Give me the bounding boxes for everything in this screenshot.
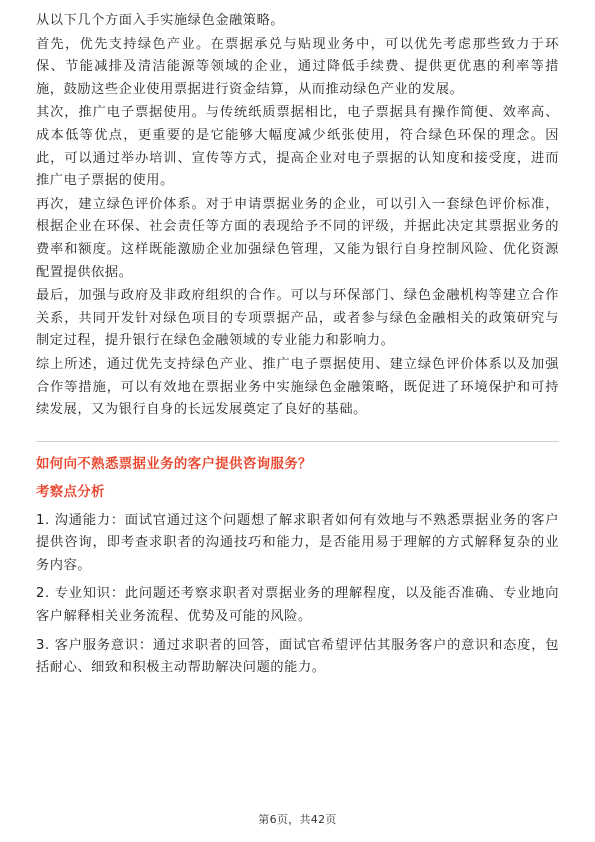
body-paragraph-first: 首先，优先支持绿色产业。在票据承兑与贴现业务中，可以优先考虑那些致力于环保、节能减排及清洁能源等领域的企业，通过降低手续费、提供更优惠的利率等措施，鼓励这些企业使用票据进行资金结算，从而推动绿色产业的发展。 bbox=[36, 36, 559, 97]
body-paragraph-third: 再次，建立绿色评价体系。对于申请票据业务的企业，可以引入一套绿色评价标准，根据企业在环保、社会责任等方面的表现给予不同的评级，并据此决定其票据业务的费率和额度。这样既能激励企业加强绿色管理，又能为银行自身控制风险、优化资源配置提供依据。 bbox=[36, 196, 559, 280]
body-paragraph-summary: 综上所述，通过优先支持绿色产业、推广电子票据使用、建立绿色评价体系以及加强合作等措施，可以有效地在票据业务中实施绿色金融策略，既促进了环境保护和可持续发展，又为银行自身的长远发展奠定了良好的基础。 bbox=[36, 356, 559, 418]
section-divider bbox=[36, 441, 559, 442]
question-heading: 如何向不熟悉票据业务的客户提供咨询服务？ bbox=[36, 456, 312, 472]
analysis-item: 2. 专业知识：此问题还考察求职者对票据业务的理解程度，以及能否准确、专业地向客户解释相关业务流程、优势及可能的风险。 bbox=[36, 586, 559, 625]
body-paragraph-second: 其次，推广电子票据使用。与传统纸质票据相比，电子票据具有操作简便、效率高、成本低等优点，更重要的是它能够大幅度减少纸张使用，符合绿色环保的理念。因此，可以通过举办培训、宣传等方式，提高企业对电子票据的认知度和接受度，进而推广电子票据的使用。 bbox=[36, 105, 559, 189]
analysis-item: 3. 客户服务意识：通过求职者的回答，面试官希望评估其服务客户的意识和态度，包括耐心、细致和积极主动帮助解决问题的能力。 bbox=[36, 637, 559, 676]
page-number: 第6页，共42页 bbox=[258, 813, 337, 826]
analysis-heading: 考察点分析 bbox=[36, 484, 105, 500]
body-paragraph-last: 最后，加强与政府及非政府组织的合作。可以与环保部门、绿色金融机构等建立合作关系，共同开发针对绿色项目的专项票据产品，或者参与绿色金融相关的政策研究与制定过程，提升银行在绿色金融领域的专业能力和影响力。 bbox=[36, 288, 559, 349]
document-page bbox=[36, 10, 559, 686]
analysis-item: 1. 沟通能力：面试官通过这个问题想了解求职者如何有效地与不熟悉票据业务的客户提供咨询，即考查求职者的沟通技巧和能力，是否能用易于理解的方式解释复杂的业务内容。 bbox=[36, 512, 559, 573]
body-paragraph-intro: 从以下几个方面入手实施绿色金融策略。 bbox=[36, 13, 285, 28]
